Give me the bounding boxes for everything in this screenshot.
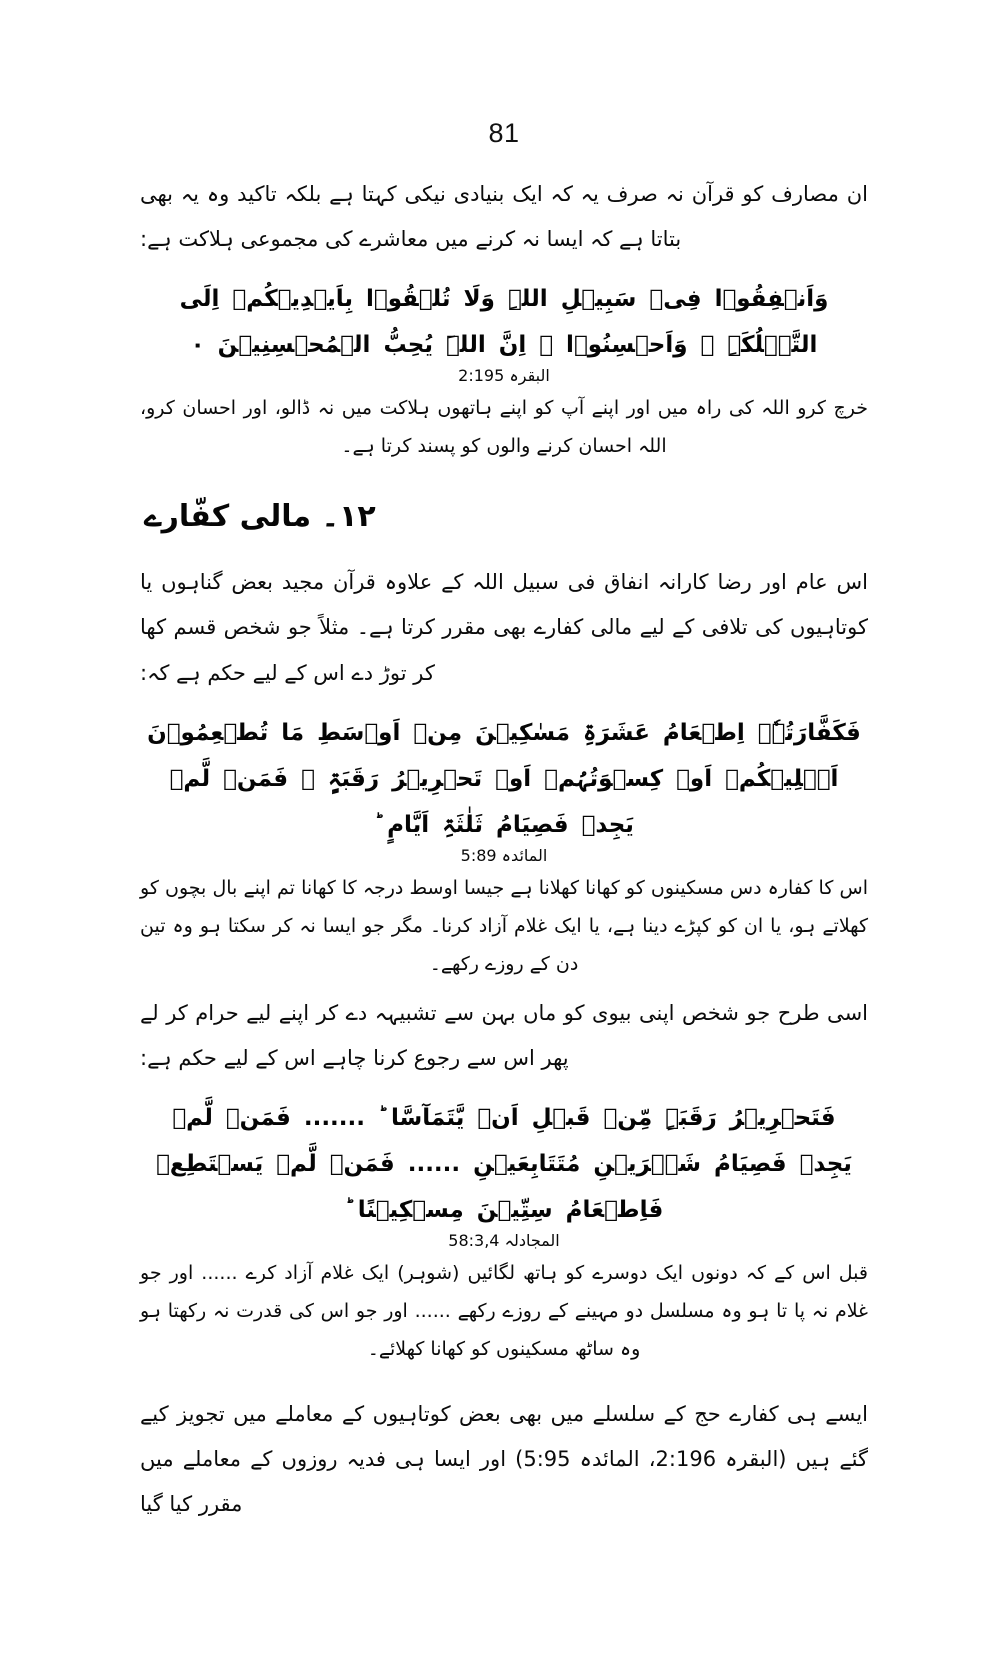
section-heading-12: ۱۲۔ مالی کفّارے [144,499,376,535]
quran-quote-3-reference: المجادلہ 58:3,4 [448,1230,560,1250]
translation-1: خرچ کرو اللہ کی راہ میں اور اپنے آپ کو اپنے ہاتھوں ہلاکت میں نہ ڈالو، اور احسان کرو، اللہ احسان کرنے والوں کو پسند کرتا ہے۔ [140,397,868,458]
quran-quote-2: فَکَفَّارَتُہٗۤ اِطۡعَامُ عَشَرَۃِ مَسٰکِیۡنَ مِنۡ اَوۡسَطِ مَا تُطۡعِمُوۡنَ اَہۡلِیۡکُمۡ اَوۡ کِسۡوَتُہُمۡ اَوۡ تَحۡرِیۡرُ رَقَبَۃٍ ۚ فَمَنۡ لَّمۡ یَجِدۡ فَصِیَامُ ثَلٰثَۃِ اَیَّامٍ ؕ [147,719,861,838]
quran-quote-3: فَتَحۡرِیۡرُ رَقَبَۃٍ مِّنۡ قَبۡلِ اَنۡ یَّتَمَآسَّا ؕ ....... فَمَنۡ لَّمۡ یَجِدۡ فَصِیَامُ شَہۡرَیۡنِ مُتَتَابِعَیۡنِ ...... فَمَنۡ لَّمۡ یَسۡتَطِعۡ فَاِطۡعَامُ سِتِّیۡنَ مِسۡکِیۡنًا ؕ [156,1104,852,1223]
quran-quote-1: وَاَنۡفِقُوۡا فِیۡ سَبِیۡلِ اللہِ وَلَا تُلۡقُوۡا بِاَیۡدِیۡکُمۡ اِلَی التَّہۡلُکَۃِ ۚ وَاَحۡسِنُوۡا ۚ اِنَّ اللہَ یُحِبُّ الۡمُحۡسِنِیۡنَ ۰ [179,286,829,359]
quran-quote-2-reference: المائدہ 5:89 [460,845,548,865]
page-content [140,172,868,1533]
page-number-value: 81 [488,118,520,148]
page-number [0,118,1008,149]
paragraph-maali-kaffare: اس عام اور رضا کارانہ انفاق فی سبیل اللہ کے علاوہ قرآن مجید بعض گناہوں یا کوتاہیوں کی تلافی کے لیے مالی کفارے بھی مقرر کرتا ہے۔ مثلاً جو شخص قسم کھا کر توڑ دے اس کے لیے حکم ہے کہ: [140,570,868,685]
translation-3: قبل اس کے کہ دونوں ایک دوسرے کو ہاتھ لگائیں (شوہر) ایک غلام آزاد کرے ...... اور جو غلام نہ پا تا ہو وہ مسلسل دو مہینے کے روزے رکھے ...... اور جو اس کی قدرت نہ رکھتا ہو وہ ساٹھ مسکینوں کو کھانا کھلائے۔ [140,1261,868,1360]
translation-2: اس کا کفارہ دس مسکینوں کو کھانا کھلانا ہے جیسا اوسط درجہ کا کھانا تم اپنے بال بچوں کو کھلاتے ہو، یا ان کو کپڑے دینا ہے، یا ایک غلام آزاد کرنا۔ مگر جو ایسا نہ کر سکتا ہو وہ تین دن کے روزے رکھے۔ [140,876,868,975]
paragraph-hajj-kaffare: ایسے ہی کفارے حج کے سلسلے میں بھی بعض کوتاہیوں کے معاملے میں تجویز کیے گئے ہیں (البقرہ 2:196، المائدہ 5:95) اور ایسا ہی فدیہ روزوں کے معاملے میں مقرر کیا گیا [140,1401,869,1517]
spacer [140,1376,868,1392]
paragraph-zihar: اسی طرح جو شخص اپنی بیوی کو ماں بہن سے تشبیہہ دے کر اپنے لیے حرام کر لے پھر اس سے رجوع کرنا چاہے اس کے لیے حکم ہے: [140,1000,868,1070]
quran-quote-1-reference: البقرہ 2:195 [458,366,550,386]
paragraph-intro: ان مصارف کو قرآن نہ صرف یہ کہ ایک بنیادی نیکی کہتا ہے بلکہ تاکید وہ یہ بھی بتاتا ہے کہ ایسا نہ کرنے میں معاشرے کی مجموعی ہلاکت ہے: [140,182,868,252]
